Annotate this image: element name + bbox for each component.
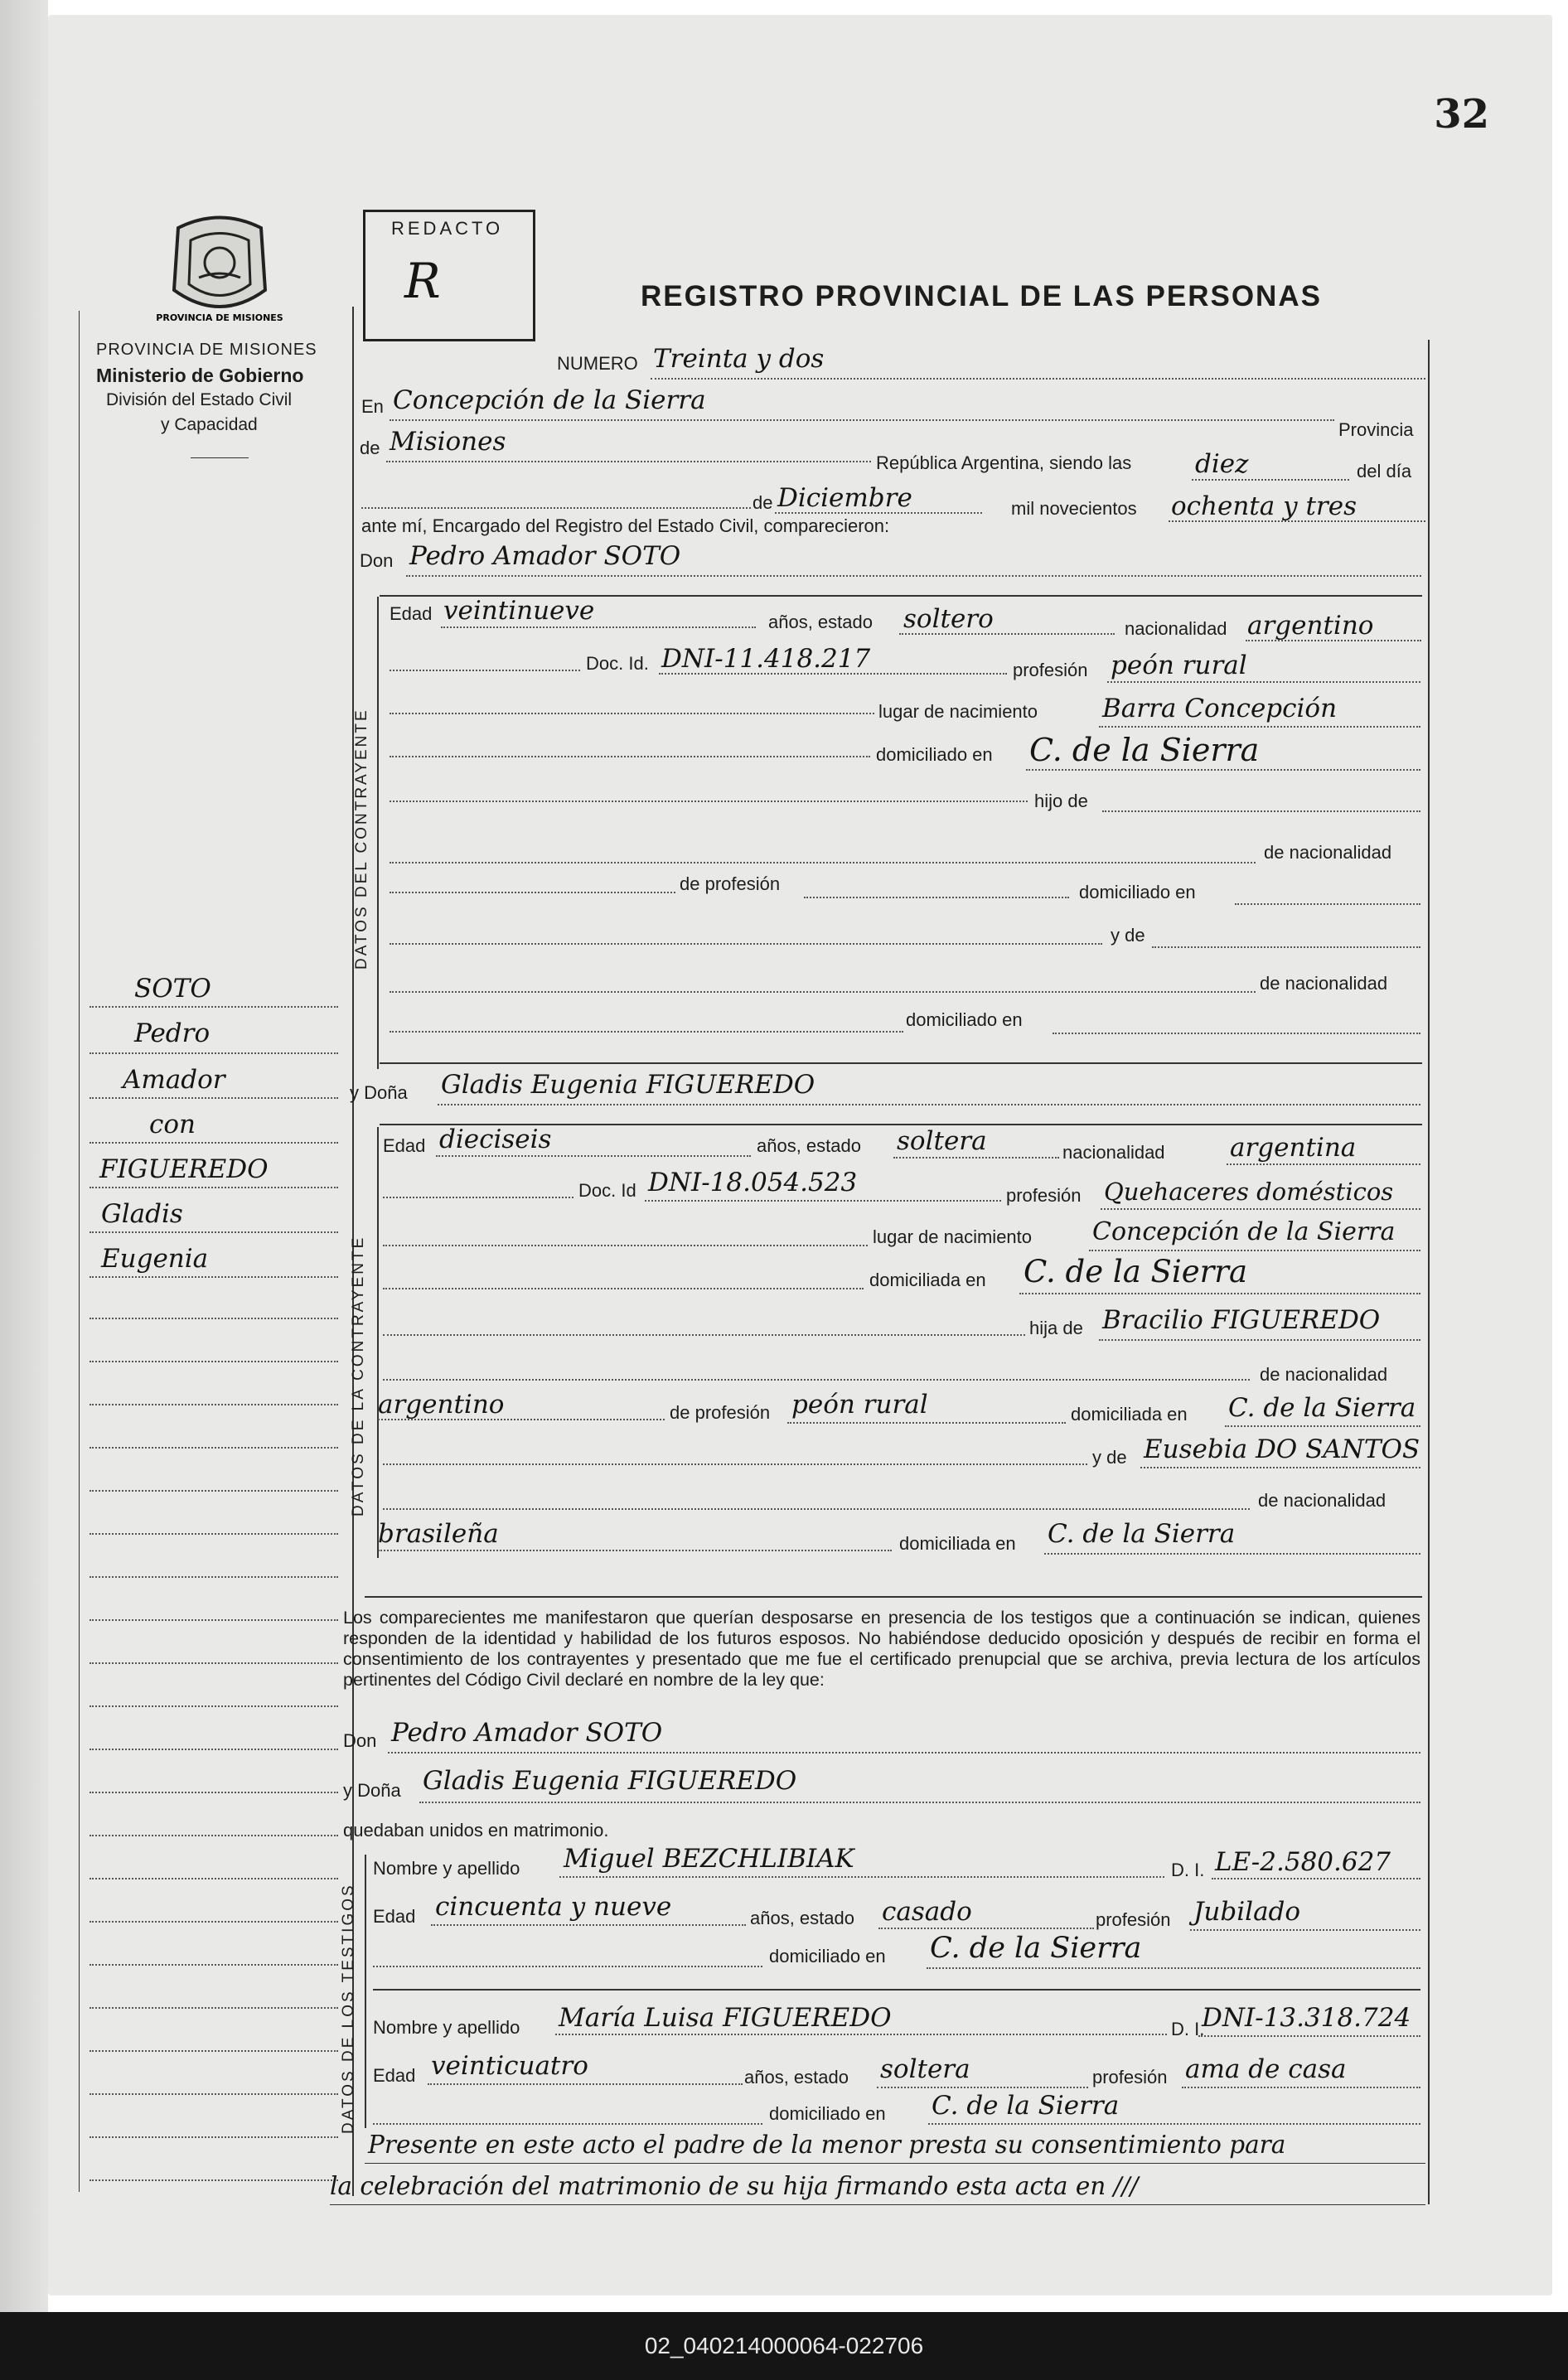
line bbox=[365, 2163, 1425, 2164]
line bbox=[1152, 946, 1420, 948]
label-profesion: profesión bbox=[1013, 660, 1088, 680]
w2-di: DNI-13.318.724 bbox=[1202, 2003, 1411, 2033]
line bbox=[927, 1967, 1420, 1969]
label-domiciliada: domiciliada en bbox=[869, 1270, 986, 1290]
line bbox=[559, 1876, 1164, 1878]
line bbox=[330, 2204, 1425, 2205]
label-de-nacionalidad4: de nacionalidad bbox=[1258, 1490, 1387, 1511]
scan-identifier: 02_040214000064-022706 bbox=[0, 2312, 1568, 2380]
bride-padre: Bracilio FIGUEREDO bbox=[1102, 1305, 1381, 1335]
margin-name: FIGUEREDO bbox=[99, 1154, 269, 1184]
value-don2: Pedro Amador SOTO bbox=[391, 1718, 663, 1748]
label-de2: de bbox=[753, 492, 773, 513]
line bbox=[1212, 1878, 1420, 1879]
line bbox=[651, 378, 1425, 380]
label-domiciliada3: domiciliada en bbox=[899, 1533, 1016, 1554]
line bbox=[1101, 1208, 1420, 1210]
value-en: Concepción de la Sierra bbox=[393, 385, 706, 415]
bride-bracket bbox=[377, 1127, 379, 1558]
line bbox=[390, 1031, 903, 1033]
label-domiciliado4: domiciliado en bbox=[769, 1946, 886, 1966]
label-anios4: años, estado bbox=[744, 2067, 849, 2087]
redacto-label: REDACTO bbox=[391, 218, 504, 239]
label-y-de: y de bbox=[1111, 925, 1145, 946]
consent-note-line2: la celebración del matrimonio de su hija firmando esta acta en /// bbox=[330, 2172, 1139, 2200]
line bbox=[438, 1104, 1420, 1105]
redacto-initial: R bbox=[404, 253, 441, 309]
line bbox=[406, 575, 1421, 577]
line bbox=[1053, 1033, 1420, 1034]
page-number: 32 bbox=[1434, 91, 1489, 138]
label-de-nacionalidad: de nacionalidad bbox=[1264, 842, 1392, 863]
w1-estado: casado bbox=[882, 1897, 972, 1927]
label-profesion3: profesión bbox=[1096, 1909, 1171, 1930]
groom-lugar: Barra Concepción bbox=[1102, 694, 1338, 723]
section-rule bbox=[373, 1989, 1420, 1991]
label-domiciliado5: domiciliado en bbox=[769, 2103, 886, 2124]
line bbox=[361, 507, 751, 509]
line bbox=[388, 1752, 1420, 1754]
value-anio: ochenta y tres bbox=[1171, 491, 1357, 521]
label-hijo-de: hijo de bbox=[1034, 791, 1088, 811]
label-nombre2: Nombre y apellido bbox=[373, 2017, 520, 2038]
margin-name: SOTO bbox=[134, 974, 211, 1004]
label-ante: ante mí, Encargado del Registro del Estado Civil, comparecieron: bbox=[361, 515, 890, 536]
right-column-rule bbox=[1428, 340, 1430, 2204]
line bbox=[1089, 1250, 1420, 1251]
label-anios2: años, estado bbox=[757, 1135, 861, 1156]
line bbox=[787, 1422, 1066, 1424]
margin-name: con bbox=[149, 1110, 196, 1139]
line bbox=[390, 419, 1334, 421]
label-domiciliado3: domiciliado en bbox=[906, 1009, 1023, 1030]
label-en: En bbox=[361, 396, 384, 417]
line bbox=[1235, 903, 1420, 905]
groom-bracket bbox=[377, 597, 379, 1069]
label-domiciliado2: domiciliado en bbox=[1079, 882, 1196, 902]
label-quedaban: quedaban unidos en matrimonio. bbox=[343, 1820, 609, 1841]
line bbox=[431, 1924, 746, 1926]
line bbox=[1246, 640, 1421, 641]
bride-madre-domicilio: C. de la Sierra bbox=[1048, 1519, 1236, 1549]
w1-profesion: Jubilado bbox=[1193, 1897, 1301, 1927]
line bbox=[383, 1334, 1025, 1336]
line bbox=[436, 1155, 751, 1157]
line bbox=[893, 1157, 1059, 1159]
label-doc: Doc. Id. bbox=[586, 653, 649, 674]
line bbox=[378, 1550, 892, 1551]
line bbox=[1190, 1929, 1420, 1931]
section-rule bbox=[380, 1062, 1422, 1064]
seal-text: PROVINCIA DE MISIONES bbox=[156, 312, 283, 323]
bride-lugar: Concepción de la Sierra bbox=[1092, 1217, 1396, 1246]
label-hija-de: hija de bbox=[1029, 1318, 1083, 1338]
consent-note-line1: Presente en este acto el padre de la menor presta su consentimiento para bbox=[368, 2131, 1286, 2159]
bride-edad: dieciseis bbox=[439, 1125, 552, 1154]
section-rule bbox=[365, 1596, 1422, 1598]
label-mil: mil novecientos bbox=[1011, 498, 1137, 519]
line bbox=[1026, 769, 1420, 771]
line bbox=[878, 1928, 1094, 1929]
line bbox=[1182, 2087, 1420, 2088]
line bbox=[383, 1197, 573, 1198]
label-don: Don bbox=[360, 550, 394, 571]
line bbox=[383, 1245, 868, 1246]
issuer-divider bbox=[191, 457, 249, 458]
value-hora: diez bbox=[1195, 449, 1249, 479]
line bbox=[383, 1508, 1250, 1510]
bride-padre-nacionalidad: argentino bbox=[378, 1390, 505, 1420]
w1-di: LE-2.580.627 bbox=[1215, 1847, 1391, 1877]
w2-estado: soltera bbox=[880, 2054, 970, 2084]
groom-estado: soltero bbox=[903, 604, 994, 634]
line bbox=[373, 2123, 762, 2125]
label-numero: NUMERO bbox=[557, 353, 638, 374]
line bbox=[383, 1288, 864, 1289]
w1-edad: cincuenta y nueve bbox=[435, 1892, 672, 1922]
line bbox=[899, 633, 1115, 635]
label-y-dona2: y Doña bbox=[343, 1780, 401, 1801]
label-del-dia: del día bbox=[1357, 461, 1412, 481]
label-edad2: Edad bbox=[383, 1135, 426, 1156]
side-label-bride: DATOS DE LA CONTRAYENTE bbox=[350, 1235, 367, 1517]
label-edad: Edad bbox=[390, 603, 433, 624]
label-y-dona: y Doña bbox=[350, 1082, 408, 1103]
bride-padre-profesion: peón rural bbox=[791, 1390, 928, 1420]
line bbox=[378, 1419, 665, 1420]
line bbox=[1107, 681, 1420, 683]
line bbox=[1019, 1293, 1420, 1294]
label-de-nacionalidad2: de nacionalidad bbox=[1260, 973, 1388, 994]
label-lugar2: lugar de nacimiento bbox=[873, 1226, 1033, 1247]
declaration-paragraph: Los comparecientes me manifestaron que querían desposarse en presencia de los testigos que a continuación se indican, quienes responden de la identidad y habilidad de los futuros esposos. No habiéndose deducido oposición y después de recibir en forma el consentimiento de los contrayentes y presentado que me fue el certificado prenupcial que se archiva, previa lectura de los artículos pertinentes del Código Civil declaré en nombre de la ley que: bbox=[343, 1608, 1420, 1690]
label-edad3: Edad bbox=[373, 1906, 416, 1927]
label-edad4: Edad bbox=[373, 2065, 416, 2086]
line bbox=[383, 1379, 1250, 1381]
label-nombre: Nombre y apellido bbox=[373, 1858, 520, 1879]
line bbox=[555, 2034, 1167, 2035]
label-anios: años, estado bbox=[768, 612, 873, 632]
line bbox=[775, 512, 982, 514]
line bbox=[877, 2087, 1088, 2088]
value-provincia: Misiones bbox=[390, 427, 506, 457]
label-de: de bbox=[360, 438, 380, 458]
document-title: REGISTRO PROVINCIAL DE LAS PERSONAS bbox=[641, 280, 1322, 312]
label-domiciliado: domiciliado en bbox=[876, 744, 993, 765]
w2-profesion: ama de casa bbox=[1185, 2054, 1347, 2084]
label-nacionalidad: nacionalidad bbox=[1125, 618, 1227, 639]
margin-name: Amador bbox=[123, 1065, 225, 1095]
bride-doc: DNI-18.054.523 bbox=[648, 1168, 858, 1197]
issuer-line3: División del Estado Civil bbox=[106, 390, 293, 409]
label-de-profesion2: de profesión bbox=[670, 1402, 771, 1423]
label-di: D. I. bbox=[1171, 1860, 1205, 1880]
line bbox=[928, 2123, 1420, 2125]
line bbox=[390, 991, 1256, 993]
line bbox=[1140, 1467, 1420, 1468]
bride-profesion: Quehaceres domésticos bbox=[1104, 1178, 1394, 1206]
w2-nombre: María Luisa FIGUEREDO bbox=[559, 2003, 892, 2033]
label-di2: D. I. bbox=[1171, 2019, 1205, 2039]
bride-padre-domicilio: C. de la Sierra bbox=[1228, 1393, 1416, 1423]
line bbox=[1192, 479, 1349, 481]
value-don: Pedro Amador SOTO bbox=[409, 541, 681, 571]
line bbox=[1044, 1553, 1420, 1555]
issuer-line2: Ministerio de Gobierno bbox=[96, 365, 304, 386]
label-don2: Don bbox=[343, 1730, 377, 1751]
line bbox=[1227, 1163, 1420, 1165]
line bbox=[390, 756, 870, 757]
w1-domicilio: C. de la Sierra bbox=[930, 1932, 1142, 1965]
label-doc2: Doc. Id bbox=[578, 1180, 636, 1201]
line bbox=[390, 801, 1028, 802]
bride-estado: soltera bbox=[897, 1126, 987, 1156]
bride-nacionalidad: argentina bbox=[1230, 1133, 1357, 1163]
line bbox=[1225, 1425, 1420, 1427]
line bbox=[390, 943, 1102, 945]
line bbox=[428, 2083, 743, 2085]
line bbox=[441, 626, 756, 628]
label-de-nacionalidad3: de nacionalidad bbox=[1260, 1364, 1388, 1385]
label-domiciliada2: domiciliada en bbox=[1071, 1404, 1188, 1425]
page-edge bbox=[0, 0, 48, 2312]
issuer-line4: y Capacidad bbox=[161, 415, 258, 434]
groom-doc: DNI-11.418.217 bbox=[661, 644, 871, 674]
margin-rule bbox=[79, 311, 80, 2192]
value-dona2: Gladis Eugenia FIGUEREDO bbox=[423, 1766, 797, 1796]
line bbox=[1102, 810, 1420, 812]
line bbox=[390, 892, 675, 893]
bride-domicilio: C. de la Sierra bbox=[1024, 1254, 1248, 1289]
label-profesion4: profesión bbox=[1092, 2067, 1168, 2087]
line bbox=[390, 862, 1256, 863]
line bbox=[659, 673, 1007, 675]
groom-edad: veintinueve bbox=[443, 596, 595, 626]
label-republica: República Argentina, siendo las bbox=[876, 452, 1132, 473]
line bbox=[804, 897, 1069, 898]
groom-nacionalidad: argentino bbox=[1247, 611, 1374, 641]
line bbox=[390, 713, 874, 714]
margin-name: Eugenia bbox=[101, 1244, 209, 1274]
w2-edad: veinticuatro bbox=[431, 2051, 588, 2081]
margin-name: Pedro bbox=[134, 1018, 211, 1048]
line bbox=[390, 670, 580, 671]
witness-bracket bbox=[365, 1855, 366, 2128]
groom-domicilio: C. de la Sierra bbox=[1029, 732, 1260, 768]
line bbox=[383, 1463, 1087, 1465]
line bbox=[1198, 2035, 1420, 2037]
line bbox=[645, 1200, 1001, 1202]
margin-name: Gladis bbox=[101, 1199, 183, 1229]
value-mes: Diciembre bbox=[777, 483, 912, 513]
label-de-profesion: de profesión bbox=[680, 873, 781, 894]
bride-madre-nacionalidad: brasileña bbox=[378, 1519, 499, 1549]
groom-profesion: peón rural bbox=[1111, 651, 1247, 680]
line bbox=[373, 1966, 762, 1967]
label-profesion2: profesión bbox=[1006, 1185, 1082, 1206]
w1-nombre: Miguel BEZCHLIBIAK bbox=[564, 1844, 854, 1874]
label-lugar: lugar de nacimiento bbox=[878, 701, 1038, 722]
value-dona: Gladis Eugenia FIGUEREDO bbox=[441, 1070, 815, 1100]
bride-madre: Eusebia DO SANTOS bbox=[1144, 1434, 1420, 1464]
label-y-de2: y de bbox=[1092, 1447, 1127, 1468]
line bbox=[1099, 726, 1420, 728]
label-provincia: Provincia bbox=[1338, 419, 1414, 440]
line bbox=[1099, 1339, 1420, 1341]
label-anios3: años, estado bbox=[750, 1908, 854, 1928]
w2-domicilio: C. de la Sierra bbox=[932, 2091, 1120, 2121]
issuer-line1: PROVINCIA DE MISIONES bbox=[96, 341, 317, 359]
line bbox=[386, 461, 871, 462]
label-nacionalidad2: nacionalidad bbox=[1062, 1142, 1165, 1163]
value-numero: Treinta y dos bbox=[653, 344, 825, 374]
line bbox=[419, 1802, 1420, 1803]
side-label-groom: DATOS DEL CONTRAYENTE bbox=[353, 708, 370, 970]
provincial-seal-icon bbox=[156, 211, 283, 327]
side-label-witnesses: DATOS DE LOS TESTIGOS bbox=[340, 1883, 357, 2134]
line bbox=[1169, 520, 1425, 522]
